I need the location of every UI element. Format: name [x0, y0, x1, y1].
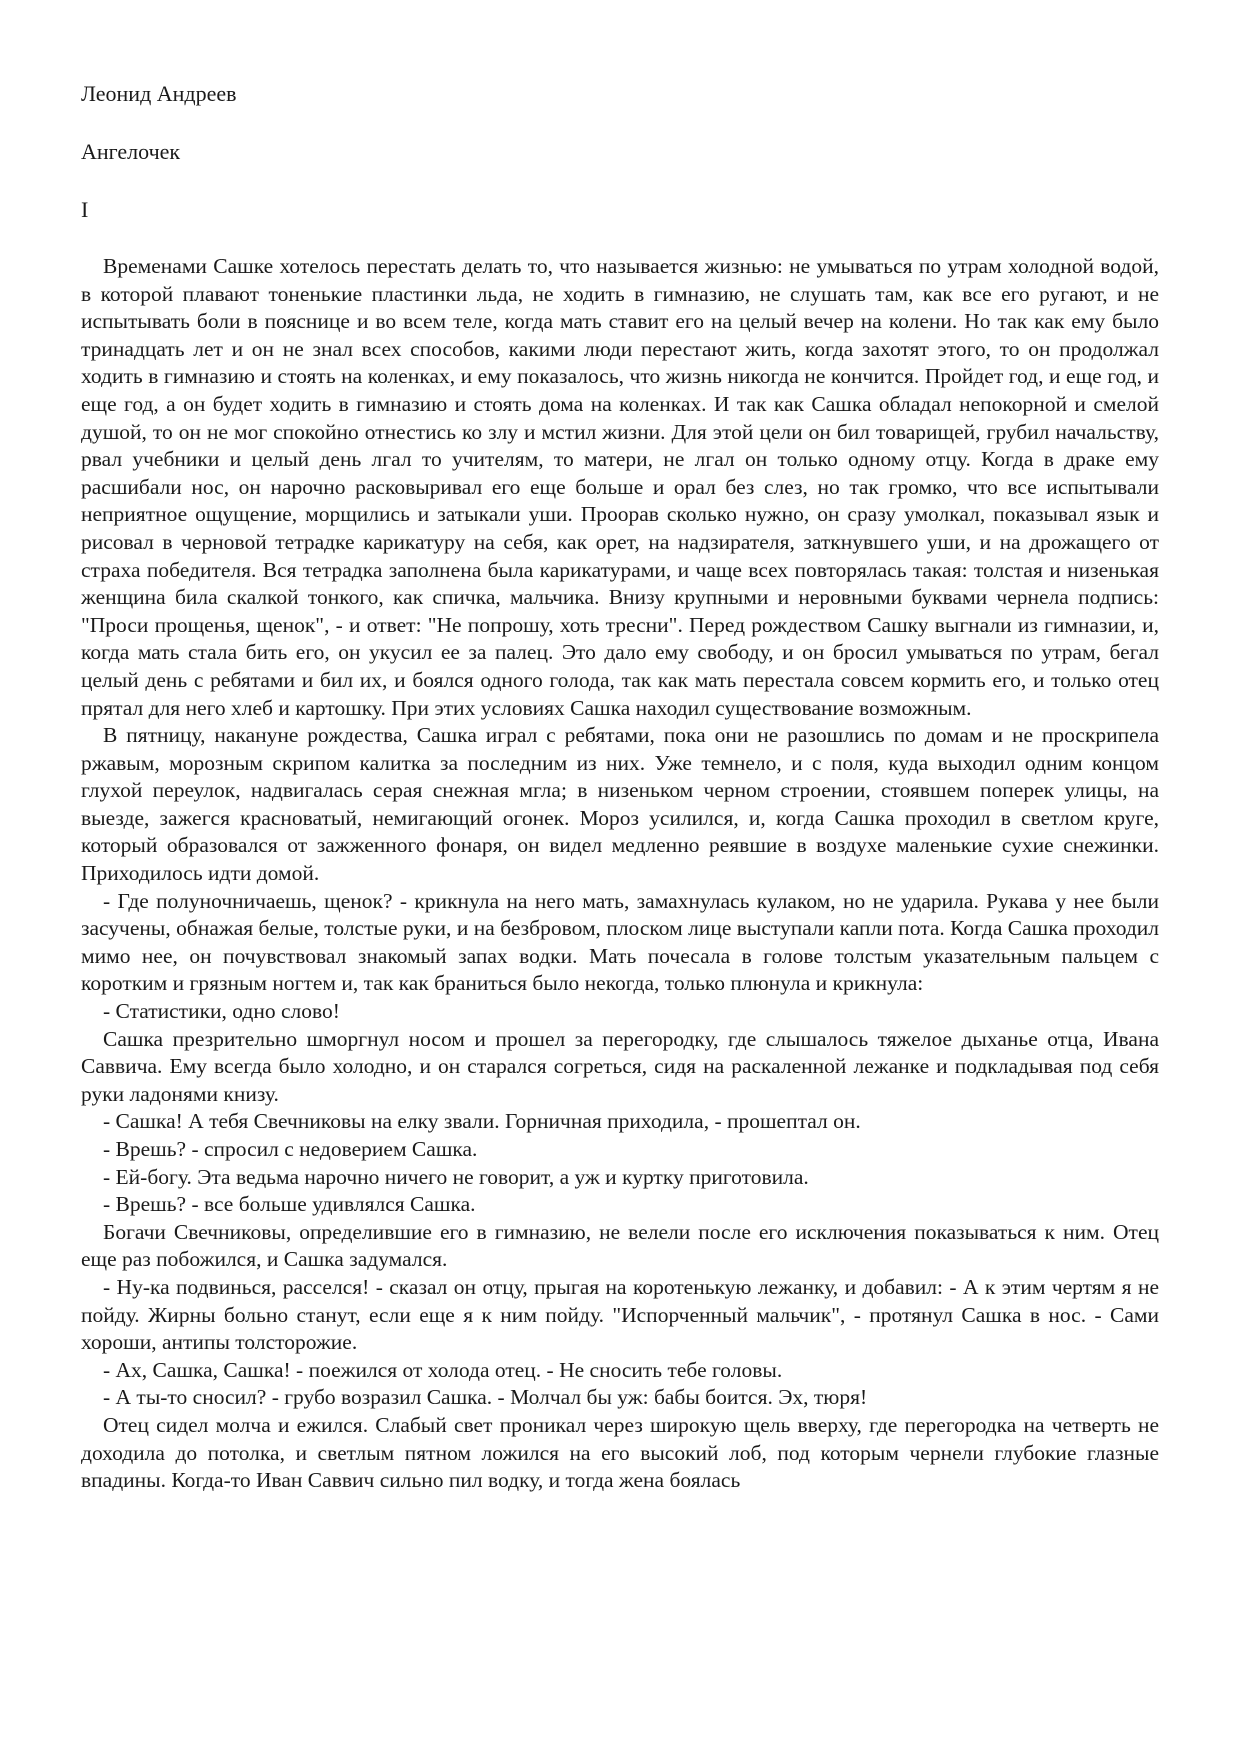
paragraph: - А ты-то сносил? - грубо возразил Сашка. - Молчал бы уж: бабы боится. Эх, тюря! — [103, 1385, 868, 1410]
author-name: Леонид Андреев — [81, 81, 237, 106]
paragraph: - Где полуночничаешь, щенок? - крикнула на него мать, замахнулась кулаком, но не ударила. Рукава у нее были засучены, обнажая белые, толстые руки, и на безбровом, плоском лице выступали капли пота. Когда Сашка проходил мимо нее, он почувствовал знакомый запах водки. Мать почесала в голове толстым указательным пальцем с коротким и грязным ногтем и, так как браниться было некогда, только плюнула и крикнула: — [81, 888, 1159, 996]
paragraph: - Врешь? - все больше удивлялся Сашка. — [103, 1192, 476, 1217]
story-body — [81, 253, 1159, 1495]
paragraph: Отец сидел молча и ежился. Слабый свет проникал через широкую щель вверху, где перегородка на четверть не доходила до потолка, и светлым пятном ложился на его высокий лоб, под которым чернели глубокие глазные впадины. Когда-то Иван Саввич сильно пил водку, и тогда жена боялась — [81, 1412, 1159, 1493]
paragraph: - Ну-ка подвинься, расселся! - сказал он отцу, прыгая на коротенькую лежанку, и добавил: - А к этим чертям я не пойду. Жирны больно станут, если еще я к ним пойду. "Испорченный мальчик", - протянул Сашка в нос. - Сами хороши, антипы толсторожие. — [81, 1274, 1159, 1355]
paragraph: Богачи Свечниковы, определившие его в гимназию, не велели после его исключения показываться к ним. Отец еще раз побожился, и Сашка задумался. — [81, 1219, 1159, 1272]
paragraph: - Ах, Сашка, Сашка! - поежился от холода отец. - Не сносить тебе головы. — [103, 1357, 783, 1382]
chapter-number: I — [81, 197, 89, 222]
paragraph: - Сашка! А тебя Свечниковы на елку звали. Горничная приходила, - прошептал он. — [103, 1109, 861, 1134]
paragraph: - Ей-богу. Эта ведьма нарочно ничего не говорит, а уж и куртку приготовила. — [103, 1164, 809, 1189]
paragraph: - Статистики, одно слово! — [103, 999, 340, 1024]
paragraph: Сашка презрительно шморгнул носом и прошел за перегородку, где слышалось тяжелое дыханье отца, Ивана Саввича. Ему всегда было холодно, и он старался согреться, сидя на раскаленной лежанке и подкладывая под себя руки ладонями книзу. — [81, 1026, 1159, 1106]
paragraph: В пятницу, накануне рождества, Сашка играл с ребятами, пока они не разошлись по домам и не проскрипела ржавым, морозным скрипом калитка за последним из них. Уже темнело, и с поля, куда выходил одним концом глухой переулок, надвигалась серая снежная мгла; в низеньком черном строении, стоявшем поперек улицы, на выезде, зажегся красноватый, немигающий огонек. Мороз усилился, и, когда Сашка проходил в светлом круге, который образовался от зажженного фонаря, он видел медленно реявшие в воздухе маленькие сухие снежинки. Приходилось идти домой. — [81, 723, 1159, 886]
paragraph: - Врешь? - спросил с недоверием Сашка. — [103, 1137, 478, 1161]
paragraph: Временами Сашке хотелось перестать делать то, что называется жизнью: не умываться по утрам холодной водой, в которой плавают тоненькие пластинки льда, не ходить в гимназию, не слушать там, как все его ругают, и не испытывать боли в пояснице и во всем теле, когда мать ставит его на целый вечер на колени. Но так как ему было тринадцать лет и он не знал всех способов, какими люди перестают жить, когда захотят этого, то он продолжал ходить в гимназию и стоять на коленках, и ему показалось, что жизнь никогда не кончится. Пройдет год, и еще год, и еще год, а он будет ходить в гимназию и стоять дома на коленках. И так как Сашка обладал непокорной и смелой душой, то он не мог спокойно отнестись ко злу и мстил жизни. Для этой цели он бил товарищей, грубил начальству, рвал учебники и целый день лгал то учителям, то матери, не лгал он только одному отцу. Когда в драке ему расшибали нос, он нарочно расковыривал его еще больше и орал без слез, но так громко, что все испытывали неприятное ощущение, морщились и затыкали уши. Проорав сколько нужно, он сразу умолкал, показывал язык и рисовал в черновой тетрадке карикатуру на себя, как орет, на надзирателя, заткнувшего уши, и на дрожащего от страха победителя. Вся тетрадка заполнена была карикатурами, и чаще всех повторялась такая: толстая и низенькая женщина била скалкой тонкого, как спичка, мальчика. Внизу крупными и неровными буквами чернела подпись: "Проси прощенья, щенок", - и ответ: "Не попрошу, хоть тресни". Перед рождеством Сашку выгнали из гимназии, и, когда мать стала бить его, он укусил ее за палец. Это дало ему свободу, и он бросил умываться по утрам, бегал целый день с ребятами и бил их, и боялся одного голода, так как мать перестала совсем кормить его, и только отец прятал для него хлеб и картошку. При этих условиях Сашка находил существование возможным. — [81, 254, 1159, 720]
story-title: Ангелочек — [81, 139, 181, 164]
